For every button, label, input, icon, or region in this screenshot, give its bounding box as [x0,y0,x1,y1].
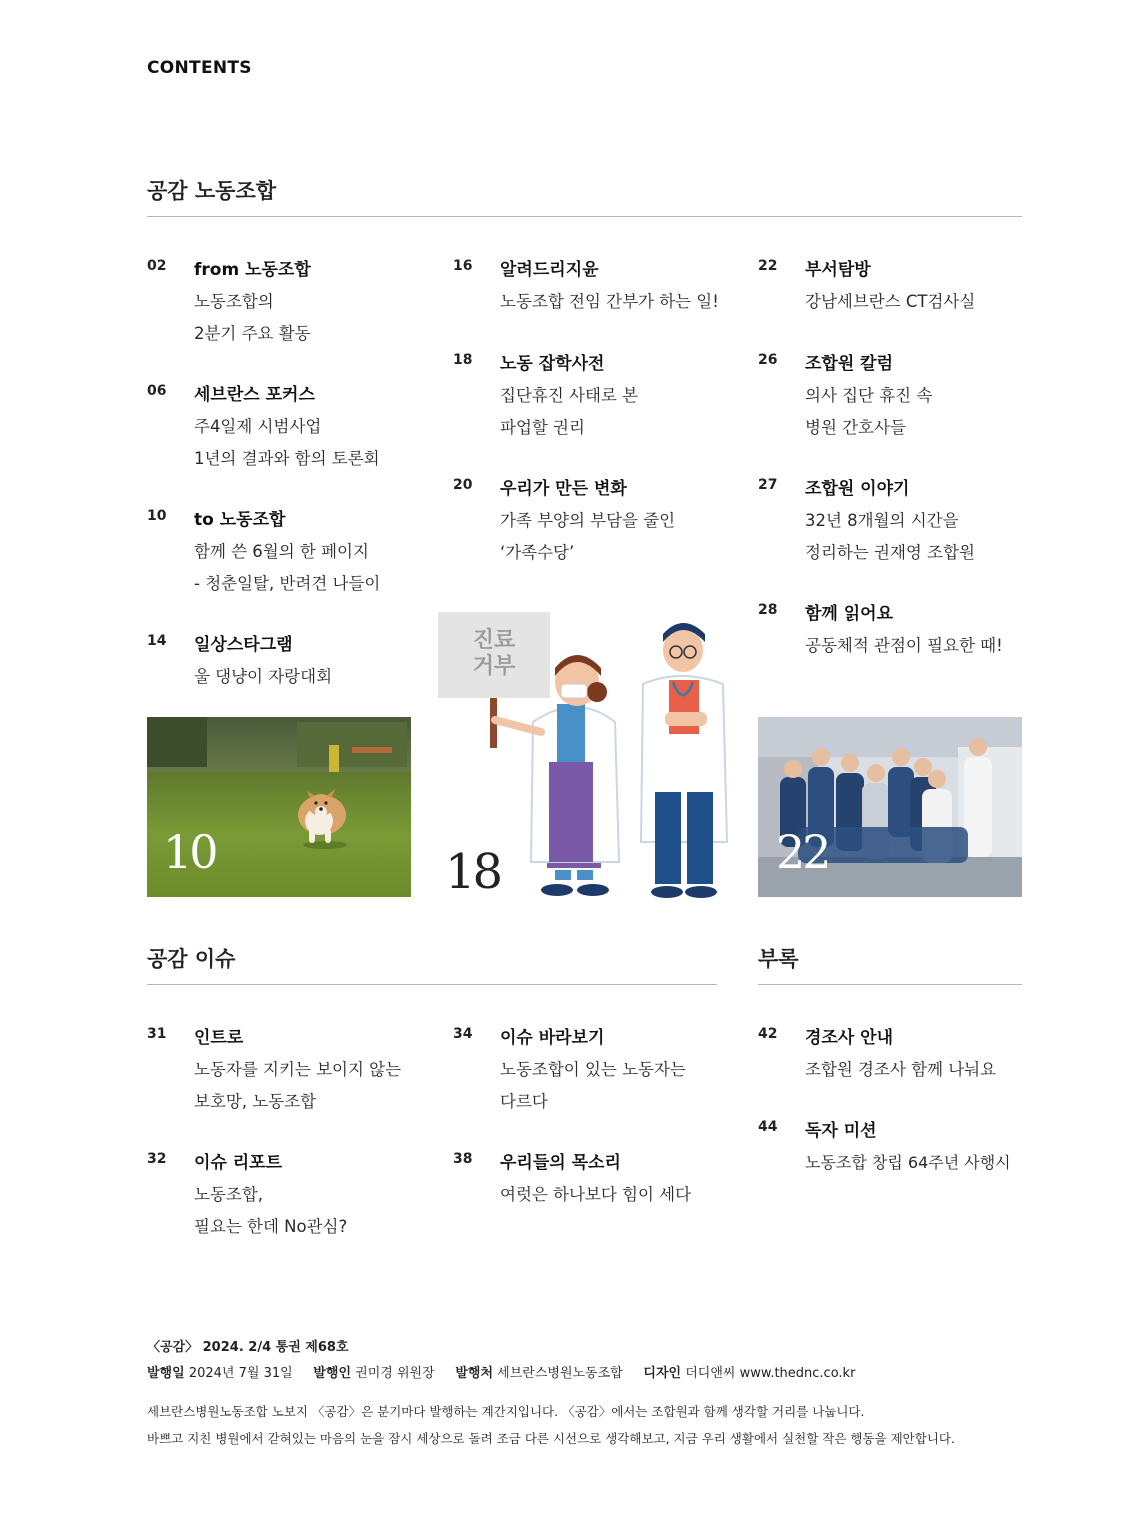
entry-description: 울 댕냥이 자랑대회 [194,667,333,686]
section-divider [147,216,1022,217]
footer-description: 바쁘고 지친 병원에서 갇혀있는 마음의 눈을 잠시 세상으로 돌려 조금 다른 시선으로 생각해보고, 지금 우리 생활에서 실천할 작은 행동을 제안합니다. [147,1431,955,1446]
design: 더디앤씨 www.thednc.co.kr [685,1366,856,1381]
page-number-overlay: 18 [445,844,501,900]
entry-title: 함께 읽어요 [805,604,894,624]
entry-description: 집단휴진 사태로 본 파업할 권리 [500,386,639,437]
issue-line: 〈공감〉 2024. 2/4 통권 제68호 [147,1340,349,1355]
page-number: 42 [758,1026,778,1042]
page-number: 22 [758,258,778,274]
page-number: 20 [453,477,473,493]
page-number-overlay: 22 [776,825,829,879]
entry-title: 이슈 바라보기 [500,1028,605,1048]
entry-title: 노동 잡학사전 [500,354,605,374]
page-number: 31 [147,1026,167,1042]
entry-title: 부서탐방 [805,260,871,280]
section-divider [147,984,717,985]
page-number: 44 [758,1119,778,1135]
page-number: 32 [147,1151,167,1167]
section-title-issue: 공감 이슈 [147,946,236,971]
page-number: 38 [453,1151,473,1167]
colophon [147,1362,855,1381]
entry-description: 노동자를 지키는 보이지 않는 보호망, 노동조합 [194,1060,402,1111]
pub-date: 2024년 7월 31일 [188,1366,293,1381]
entry-description: 여럿은 하나보다 힘이 세다 [500,1185,692,1204]
entry-title: 세브란스 포커스 [194,385,315,405]
page-number: 10 [147,508,167,524]
page-number: 02 [147,258,167,274]
entry-title: 독자 미션 [805,1121,877,1141]
page-number: 18 [453,352,473,368]
entry-title: to 노동조합 [194,510,286,530]
entry-description: 32년 8개월의 시간을 정리하는 권재영 조합원 [805,511,975,562]
entry-description: 의사 집단 휴진 속 병원 간호사들 [805,386,933,437]
entry-title: 인트로 [194,1028,244,1048]
entry-description: 노동조합의 2분기 주요 활동 [194,292,311,343]
entry-description: 가족 부양의 부담을 줄인 ‘가족수당’ [500,511,676,562]
page-number: 28 [758,602,778,618]
contents-label: CONTENTS [147,58,252,78]
section-title-appendix: 부록 [758,946,799,971]
entry-description: 주4일제 시범사업 1년의 결과와 함의 토론회 [194,417,380,468]
entry-description: 조합원 경조사 함께 나눠요 [805,1060,997,1079]
page-number: 26 [758,352,778,368]
pub-date-label: 발행일 [147,1366,185,1381]
page-number: 27 [758,477,778,493]
page-number-overlay: 10 [163,825,216,879]
entry-description: 강남세브란스 CT검사실 [805,292,976,311]
section-title-union: 공감 노동조합 [147,178,277,203]
publisher: 권미경 위원장 [355,1366,435,1381]
entry-description: 함께 쓴 6월의 한 페이지 - 청춘일탈, 반려견 나들이 [194,542,381,593]
issuer: 세브란스병원노동조합 [497,1366,623,1381]
entry-title: 경조사 안내 [805,1028,894,1048]
publisher-label: 발행인 [313,1366,352,1381]
page-number: 16 [453,258,473,274]
entry-description: 노동조합 창립 64주년 사행시 [805,1153,1011,1172]
dog-photo [147,717,411,897]
entry-title: 알려드리지윤 [500,260,599,280]
team-photo [758,717,1022,897]
issuer-label: 발행처 [455,1366,494,1381]
entry-title: 우리들의 목소리 [500,1153,621,1173]
entry-description: 노동조합이 있는 노동자는 다르다 [500,1060,686,1111]
sign-text: 진료 거부 [472,628,516,679]
entry-description: 노동조합, 필요는 한데 No관심? [194,1185,348,1236]
entry-title: 일상스타그램 [194,635,293,655]
page-number: 14 [147,633,167,649]
entry-title: from 노동조합 [194,260,311,280]
section-divider [758,984,1022,985]
entry-description: 공동체적 관점이 필요한 때! [805,636,1003,655]
doctors-illustration [437,612,732,902]
entry-title: 우리가 만든 변화 [500,479,627,499]
entry-title: 조합원 칼럼 [805,354,894,374]
entry-title: 이슈 리포트 [194,1153,283,1173]
page-number: 06 [147,383,167,399]
footer-description: 세브란스병원노동조합 노보지 〈공감〉은 분기마다 발행하는 계간지입니다. 〈공감〉에서는 조합원과 함께 생각할 거리를 나눕니다. [147,1404,865,1419]
page-number: 34 [453,1026,473,1042]
design-label: 디자인 [643,1366,682,1381]
entry-description: 노동조합 전임 간부가 하는 일! [500,292,719,311]
entry-title: 조합원 이야기 [805,479,910,499]
